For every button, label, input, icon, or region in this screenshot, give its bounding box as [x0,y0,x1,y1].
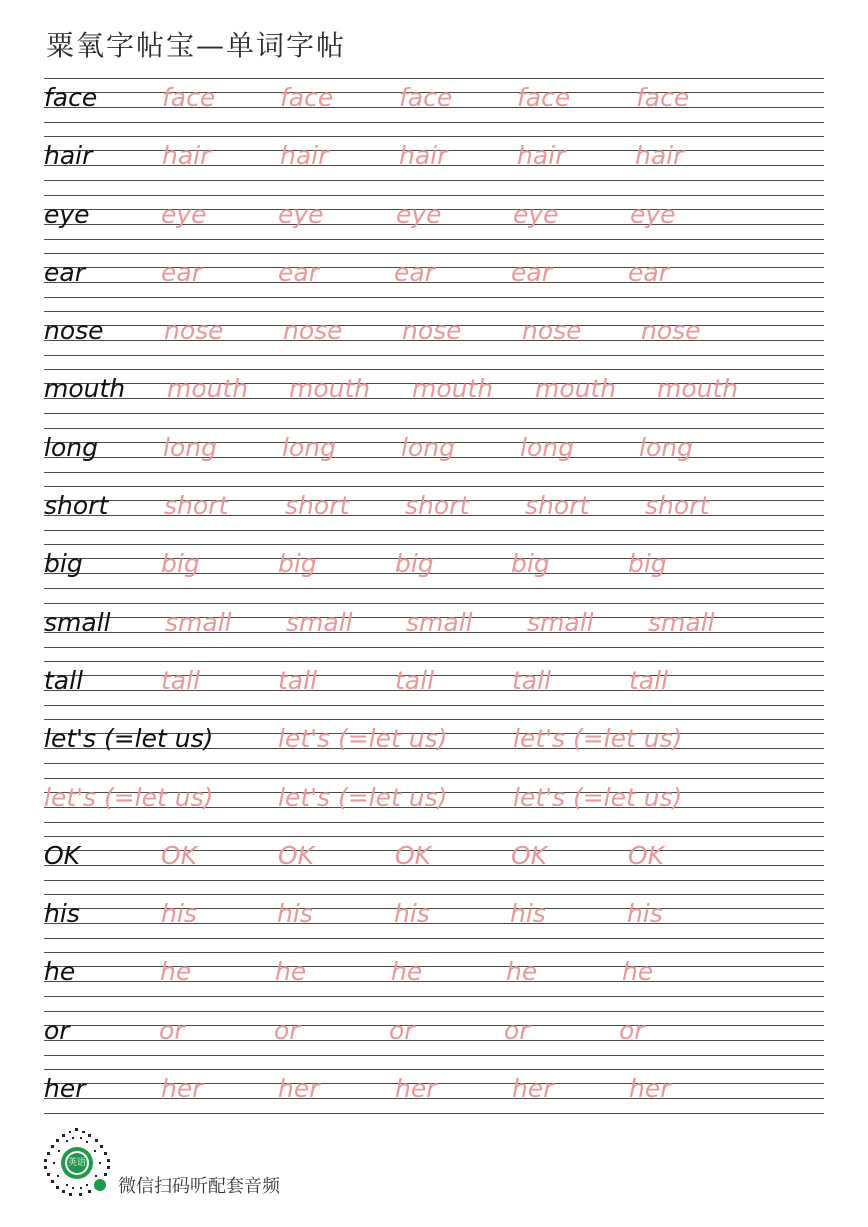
trace-word: face [162,83,216,112]
trace-word: big [628,549,667,579]
trace-word: nose [522,316,582,346]
trace-word: hair [280,141,329,171]
trace-word: long [163,432,217,462]
practice-sheet [44,78,824,1127]
model-word: short [44,491,109,521]
trace-word: short [525,491,590,521]
model-word: mouth [44,374,126,404]
trace-word: hair [517,141,566,171]
trace-word: OK [511,840,548,870]
trace-word: ear [161,257,202,287]
trace-word: tall [629,665,669,695]
model-word: long [44,432,98,462]
trace-word: hair [162,141,211,171]
trace-word: big [511,549,550,579]
trace-word: small [648,607,715,637]
trace-word: let's (=let us) [513,782,683,812]
trace-word: OK [161,840,198,870]
trace-word: long [401,432,455,462]
model-word: her [44,1074,86,1104]
trace-word: tall [395,665,435,695]
trace-word: ear [278,257,319,287]
trace-word: her [629,1074,671,1104]
practice-row [44,894,824,952]
badge-label: 英语 [67,1158,86,1168]
trace-word: mouth [535,374,617,404]
model-word: or [44,1015,70,1045]
model-word: eye [44,199,90,229]
trace-word: her [512,1074,554,1104]
footer-caption: 微信扫码听配套音频 [118,1176,280,1197]
trace-word: her [161,1074,203,1104]
trace-word: his [394,899,430,929]
practice-row [44,661,824,719]
trace-word: small [286,607,353,637]
trace-word: or [389,1015,415,1045]
trace-word: let's (=let us) [278,724,448,754]
trace-word: nose [283,316,343,346]
practice-row [44,428,824,486]
model-word: OK [44,840,81,870]
practice-row [44,195,824,253]
trace-word: his [277,899,313,929]
trace-word: ear [511,257,552,287]
practice-row [44,136,824,194]
trace-word: or [619,1015,645,1045]
trace-word: OK [278,840,315,870]
trace-word: nose [402,316,462,346]
practice-row [44,778,824,836]
trace-word: he [506,957,538,987]
trace-word: short [645,491,710,521]
trace-word: long [282,432,336,462]
trace-word: long [520,432,574,462]
trace-word: small [406,607,473,637]
practice-row [44,719,824,777]
model-word: let's (=let us) [44,724,214,754]
trace-word: he [160,957,192,987]
trace-word: small [527,607,594,637]
trace-word: short [164,491,229,521]
practice-row [44,836,824,894]
trace-word: his [161,899,197,929]
model-word: tall [44,665,84,695]
trace-word: face [399,83,453,112]
footer [42,1128,442,1200]
trace-word: big [395,549,434,579]
practice-row [44,486,824,544]
trace-word: mouth [167,374,249,404]
trace-word: ear [628,257,669,287]
trace-word: nose [641,316,701,346]
trace-word: face [280,83,334,112]
model-word: small [44,607,111,637]
trace-word: mouth [657,374,739,404]
trace-word: let's (=let us) [513,724,683,754]
trace-word: he [622,957,654,987]
trace-word: or [159,1015,185,1045]
trace-word: let's (=let us) [44,782,214,812]
trace-word: let's (=let us) [278,782,448,812]
trace-word: eye [513,199,559,229]
practice-row [44,1069,824,1127]
model-word: big [44,549,83,579]
trace-word: eye [630,199,676,229]
trace-word: eye [396,199,442,229]
practice-row [44,952,824,1010]
model-word: hair [44,141,93,171]
trace-word: her [278,1074,320,1104]
trace-word: his [627,899,663,929]
trace-word: big [278,549,317,579]
practice-row [44,603,824,661]
trace-word: ear [394,257,435,287]
model-word: nose [44,316,104,346]
trace-word: tall [278,665,318,695]
trace-word: he [391,957,423,987]
trace-word: big [161,549,200,579]
trace-word: long [639,432,693,462]
trace-word: OK [628,840,665,870]
trace-word: hair [635,141,684,171]
trace-word: tall [161,665,201,695]
trace-word: short [285,491,350,521]
trace-word: hair [399,141,448,171]
trace-word: face [517,83,571,112]
trace-word: he [275,957,307,987]
trace-word: eye [278,199,324,229]
trace-word: or [274,1015,300,1045]
trace-word: his [510,899,546,929]
trace-word: her [395,1074,437,1104]
trace-word: nose [164,316,224,346]
trace-word: small [165,607,232,637]
practice-row [44,1011,824,1069]
trace-word: mouth [289,374,371,404]
practice-row [44,369,824,427]
model-word: face [44,83,98,112]
practice-row [44,311,824,369]
trace-word: eye [161,199,207,229]
trace-word: short [405,491,470,521]
trace-word: mouth [412,374,494,404]
trace-word: tall [512,665,552,695]
trace-word: face [636,83,690,112]
model-word: his [44,899,80,929]
trace-word: or [504,1015,530,1045]
practice-row [44,78,824,136]
trace-word: OK [395,840,432,870]
practice-row [44,253,824,311]
model-word: ear [44,257,85,287]
practice-row [44,544,824,602]
page-title: 粟氧字帖宝—单词字帖 [46,29,347,62]
model-word: he [44,957,76,987]
